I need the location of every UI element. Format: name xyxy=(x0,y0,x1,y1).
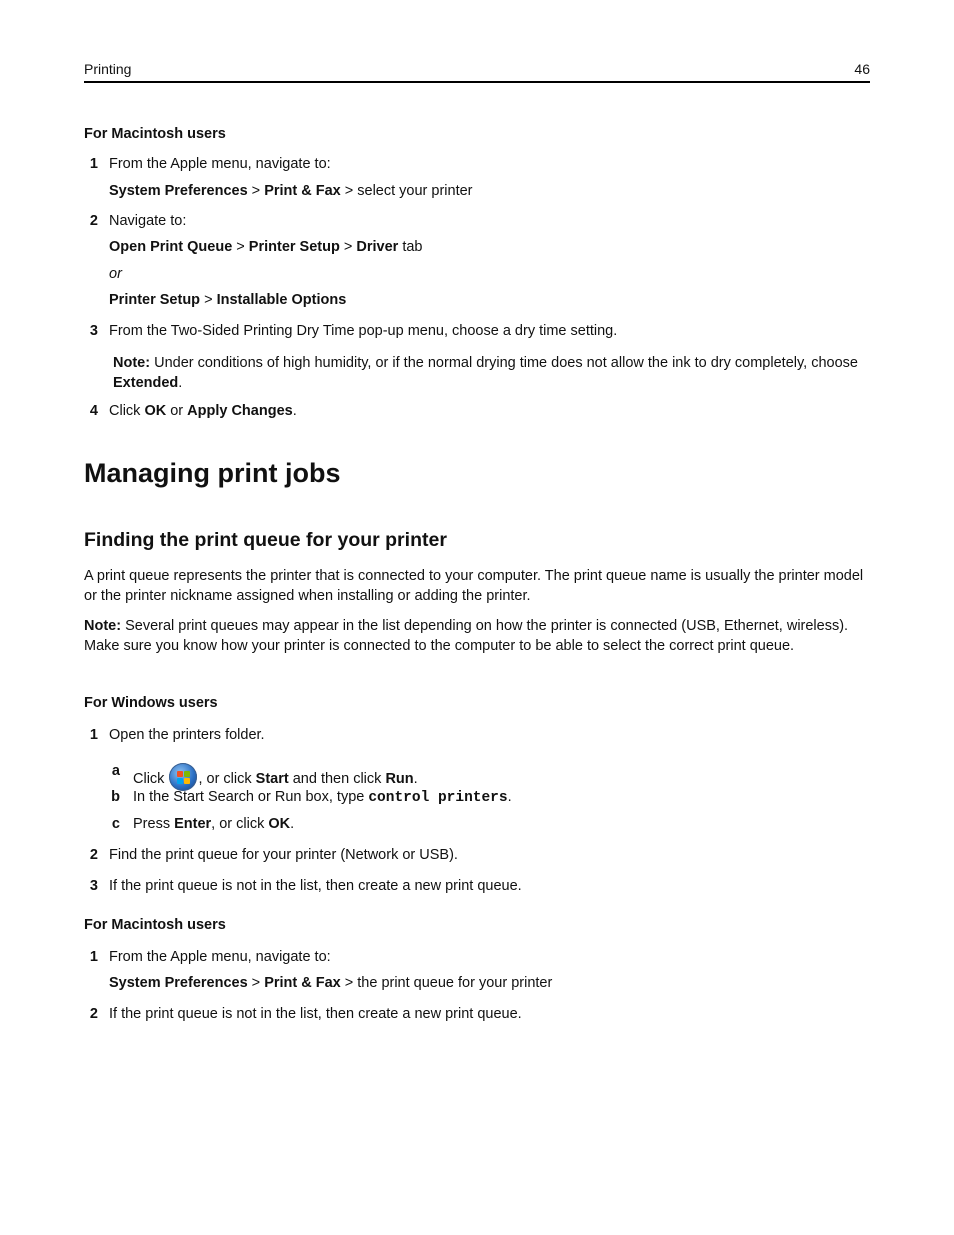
mac-heading-2: For Macintosh users xyxy=(84,917,226,933)
step-number: 2 xyxy=(89,847,98,863)
section-title: Managing print jobs xyxy=(84,458,341,488)
step-number: 4 xyxy=(89,403,98,419)
substep-text: Press Enter, or click OK. xyxy=(133,816,295,832)
substep-text: In the Start Search or Run box, type control printers. xyxy=(133,789,512,806)
substep-letter: a xyxy=(111,763,120,779)
step-text: Find the print queue for your printer (Network or USB). xyxy=(109,847,458,863)
note-paragraph: Note: Several print queues may appear in the list depending on how the printer is connected (USB, Ethernet, wireless). Make sure you know how your printer is connected to the computer to be able to select the correct print queue. xyxy=(84,618,849,654)
step-text: If the print queue is not in the list, then create a new print queue. xyxy=(109,878,522,894)
menu-path: System Preferences > Print & Fax > the print queue for your printer xyxy=(109,975,553,991)
step-text: From the Two-Sided Printing Dry Time pop-up menu, choose a dry time setting. xyxy=(109,323,618,339)
step-number: 2 xyxy=(89,213,98,229)
step-number: 3 xyxy=(89,323,98,339)
substep-letter: c xyxy=(111,816,120,832)
step-number: 1 xyxy=(89,156,98,172)
or-text: or xyxy=(109,266,122,282)
step-number: 3 xyxy=(89,878,98,894)
menu-path: Printer Setup > Installable Options xyxy=(109,292,347,308)
note: Note: Under conditions of high humidity, or if the normal drying time does not allow the ink to dry completely, choose Extended. xyxy=(113,355,858,391)
step-text: If the print queue is not in the list, then create a new print queue. xyxy=(109,1006,522,1022)
page-number: 46 xyxy=(854,61,870,77)
subsection-title: Finding the print queue for your printer xyxy=(84,529,447,551)
substep-text: Click , or click Start and then click Run. xyxy=(133,763,418,791)
intro-paragraph: A print queue represents the printer that is connected to your computer. The print queue name is usually the printer model or the printer nickname assigned when installing or adding the printer. xyxy=(84,568,864,604)
step-number: 2 xyxy=(89,1006,98,1022)
substep-letter: b xyxy=(111,789,120,805)
header-section: Printing xyxy=(84,61,132,77)
windows-start-icon xyxy=(169,763,197,791)
step-text: Navigate to: xyxy=(109,213,187,229)
mac-heading-1: For Macintosh users xyxy=(84,126,226,142)
windows-heading: For Windows users xyxy=(84,695,218,711)
menu-path: System Preferences > Print & Fax > select your printer xyxy=(109,183,473,199)
step-text: Click OK or Apply Changes. xyxy=(109,403,297,419)
step-number: 1 xyxy=(89,727,98,743)
step-text: Open the printers folder. xyxy=(109,727,265,743)
menu-path: Open Print Queue > Printer Setup > Driver tab xyxy=(109,239,423,255)
header-rule xyxy=(84,81,870,83)
command-text: control printers xyxy=(368,790,508,806)
step-text: From the Apple menu, navigate to: xyxy=(109,949,331,965)
step-text: From the Apple menu, navigate to: xyxy=(109,156,331,172)
step-number: 1 xyxy=(89,949,98,965)
